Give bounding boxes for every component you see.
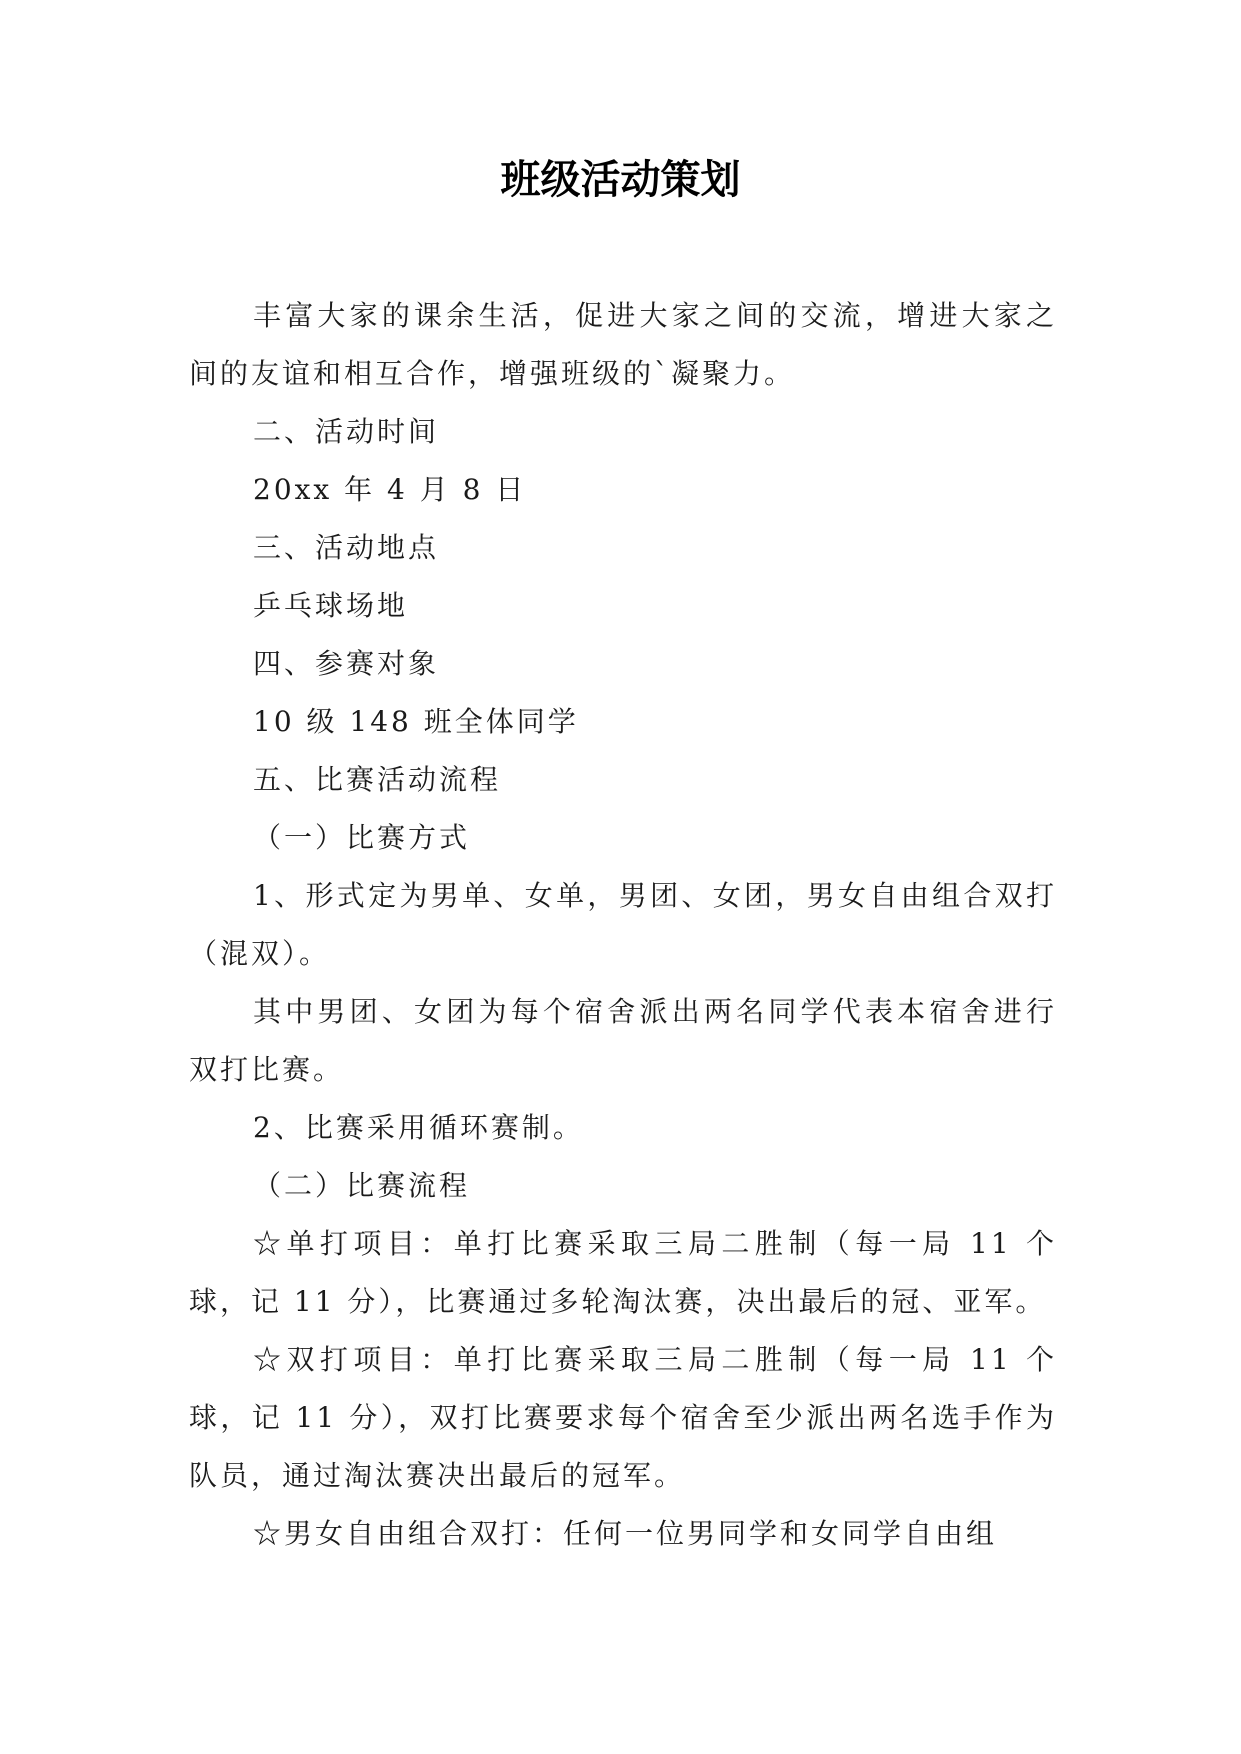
paragraph-doubles-rules: ☆双打项目：单打比赛采取三局二胜制（每一局 11 个球，记 11 分），双打比赛要求每个宿舍至少派出两名选手作为队员，通过淘汰赛决出最后的冠军。 [189,1343,1057,1492]
paragraph-intro: 丰富大家的课余生活，促进大家之间的交流，增进大家之间的友谊和相互合作，增强班级的`凝聚力。 [189,299,1057,390]
paragraph-round-robin: 2、比赛采用循环赛制。 [253,1111,584,1144]
paragraph-format-events: 1、形式定为男单、女单，男团、女团，男女自由组合双打（混双）。 [189,879,1057,970]
paragraph-singles-rules: ☆单打项目：单打比赛采取三局二胜制（每一局 11 个球，记 11 分），比赛通过多轮淘汰赛，决出最后的冠、亚军。 [189,1227,1057,1318]
heading-participants: 四、参赛对象 [253,647,440,680]
paragraph-team-doubles: 其中男团、女团为每个宿舍派出两名同学代表本宿舍进行双打比赛。 [189,995,1057,1086]
heading-activity-time: 二、活动时间 [253,415,440,448]
paragraph-mixed-doubles: ☆男女自由组合双打：任何一位男同学和女同学自由组 [253,1517,998,1550]
paragraph-location: 乒乓球场地 [253,589,409,622]
paragraph-participants: 10 级 148 班全体同学 [253,705,579,738]
subheading-competition-flow: （二）比赛流程 [253,1169,471,1202]
heading-activity-location: 三、活动地点 [253,531,440,564]
document-body [189,287,1057,1563]
paragraph-activity-date: 20xx 年 4 月 8 日 [253,473,527,506]
subheading-competition-format: （一）比赛方式 [253,821,471,854]
heading-competition-process: 五、比赛活动流程 [253,763,502,796]
document-title: 班级活动策划 [500,157,741,203]
